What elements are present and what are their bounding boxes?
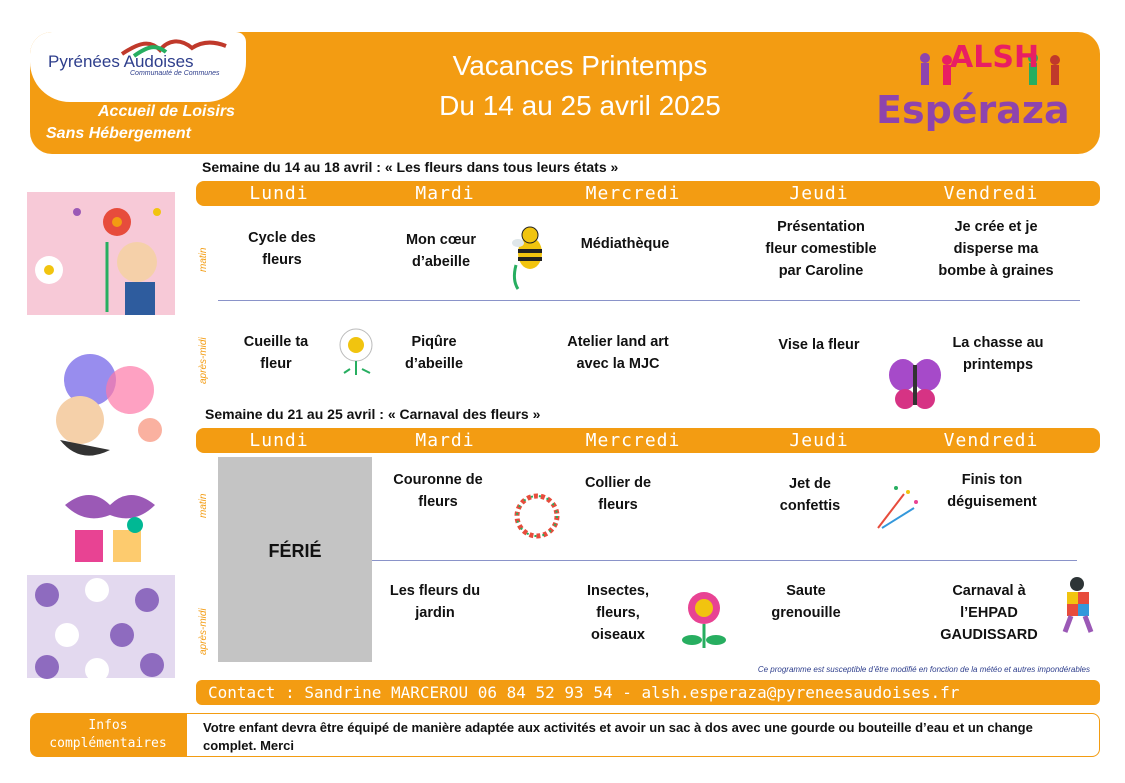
activity-cell: Cycle des fleurs bbox=[248, 230, 316, 268]
week1-day-bar bbox=[196, 181, 1100, 206]
day-mardi: Mardi bbox=[415, 430, 475, 451]
activity-cell: Couronne de fleurs bbox=[393, 472, 483, 510]
mask-icon bbox=[55, 475, 165, 565]
week1-morning-label: matin bbox=[198, 247, 209, 272]
activity-cell: Saute grenouille bbox=[771, 583, 841, 621]
logo-subtitle: Communauté de Communes bbox=[130, 70, 220, 77]
flower-pattern-icon bbox=[27, 575, 175, 678]
purple-flowers-pattern bbox=[27, 575, 175, 678]
activity-cell: Collier de fleurs bbox=[584, 475, 652, 513]
child-flowers-illustration bbox=[27, 192, 175, 315]
week2-morning-label: matin bbox=[198, 493, 209, 518]
week1-title: Semaine du 14 au 18 avril : « Les fleurs dans tous leurs états » bbox=[202, 159, 619, 175]
activity-cell: Cueille ta fleur bbox=[243, 334, 309, 372]
activity-cell: Présentation fleur comestible par Caroline bbox=[765, 219, 877, 279]
activity-cell: Vise la fleur bbox=[778, 337, 860, 353]
activity-cell: Atelier land art avec la MJC bbox=[567, 334, 669, 372]
week2-afternoon-label: après-midi bbox=[198, 608, 209, 655]
day-lundi: Lundi bbox=[249, 430, 309, 451]
week2-title: Semaine du 21 au 25 avril : « Carnaval des fleurs » bbox=[205, 406, 541, 422]
day-jeudi: Jeudi bbox=[789, 430, 849, 451]
confetti-icon bbox=[874, 484, 920, 532]
day-jeudi: Jeudi bbox=[789, 183, 849, 204]
disclaimer-note: Ce programme est susceptible d’être modifié en fonction de la météo et autres impondérables bbox=[757, 665, 1090, 674]
activity-cell: Je crée et je disperse ma bombe à graines bbox=[938, 219, 1054, 279]
day-mercredi: Mercredi bbox=[585, 183, 681, 204]
day-mardi: Mardi bbox=[415, 183, 475, 204]
flower-wreath-icon bbox=[511, 490, 563, 542]
activity-cell: Piqûre d’abeille bbox=[404, 334, 464, 372]
day-lundi: Lundi bbox=[249, 183, 309, 204]
bee-icon bbox=[508, 225, 548, 290]
brand-esperaza: Espéraza bbox=[876, 88, 1070, 132]
row-divider bbox=[372, 560, 1077, 561]
activity-cell: La chasse au printemps bbox=[952, 335, 1044, 373]
row-divider bbox=[218, 300, 1080, 301]
week2-day-bar bbox=[196, 428, 1100, 453]
day-mercredi: Mercredi bbox=[585, 430, 681, 451]
harlequin-icon bbox=[1057, 576, 1099, 634]
girl-flowers-illustration bbox=[40, 350, 180, 465]
flower-crown-icon bbox=[40, 350, 180, 465]
activity-cell: Médiathèque bbox=[580, 236, 670, 252]
butterfly-icon bbox=[887, 355, 943, 413]
day-vendredi: Vendredi bbox=[943, 183, 1039, 204]
holiday-block bbox=[218, 457, 372, 662]
activity-cell: Carnaval à l’EHPAD GAUDISSARD bbox=[940, 583, 1038, 643]
page-title: Vacances Printemps bbox=[452, 50, 708, 81]
day-vendredi: Vendredi bbox=[943, 430, 1039, 451]
flower-icon bbox=[27, 192, 175, 315]
contact-bar bbox=[196, 680, 1100, 705]
alsh-line2: Sans Hébergement bbox=[46, 125, 191, 142]
activity-cell: Les fleurs du jardin bbox=[389, 583, 481, 621]
logo-name: Pyrénées Audoises bbox=[48, 52, 194, 71]
carnival-mask-illustration bbox=[55, 475, 165, 565]
smiling-flower-icon bbox=[676, 590, 732, 652]
activity-cell: Mon cœur d’abeille bbox=[405, 232, 477, 270]
brand-alsh: ALSH bbox=[950, 40, 1040, 75]
activity-cell: Finis ton déguisement bbox=[947, 472, 1037, 510]
contact-text: Contact : Sandrine MARCEROU 06 84 52 93 54 - alsh.esperaza@pyreneesaudoises.fr bbox=[208, 683, 960, 702]
infos-text: Votre enfant devra être équipé de manière adaptée aux activités et avoir un sac à dos avec une gourde ou bouteille d’eau et un change complet. Merci bbox=[186, 713, 1100, 757]
week1-afternoon-label: après-midi bbox=[198, 337, 209, 384]
daisy-icon bbox=[336, 325, 382, 377]
infos-label: Infos complémentaires bbox=[30, 713, 186, 757]
page-dates: Du 14 au 25 avril 2025 bbox=[439, 90, 721, 121]
activity-cell: Insectes, fleurs, oiseaux bbox=[586, 583, 650, 643]
alsh-line1: Accueil de Loisirs bbox=[98, 103, 235, 120]
holiday-label: FÉRIÉ bbox=[268, 541, 322, 561]
activity-cell: Jet de confettis bbox=[779, 476, 841, 514]
